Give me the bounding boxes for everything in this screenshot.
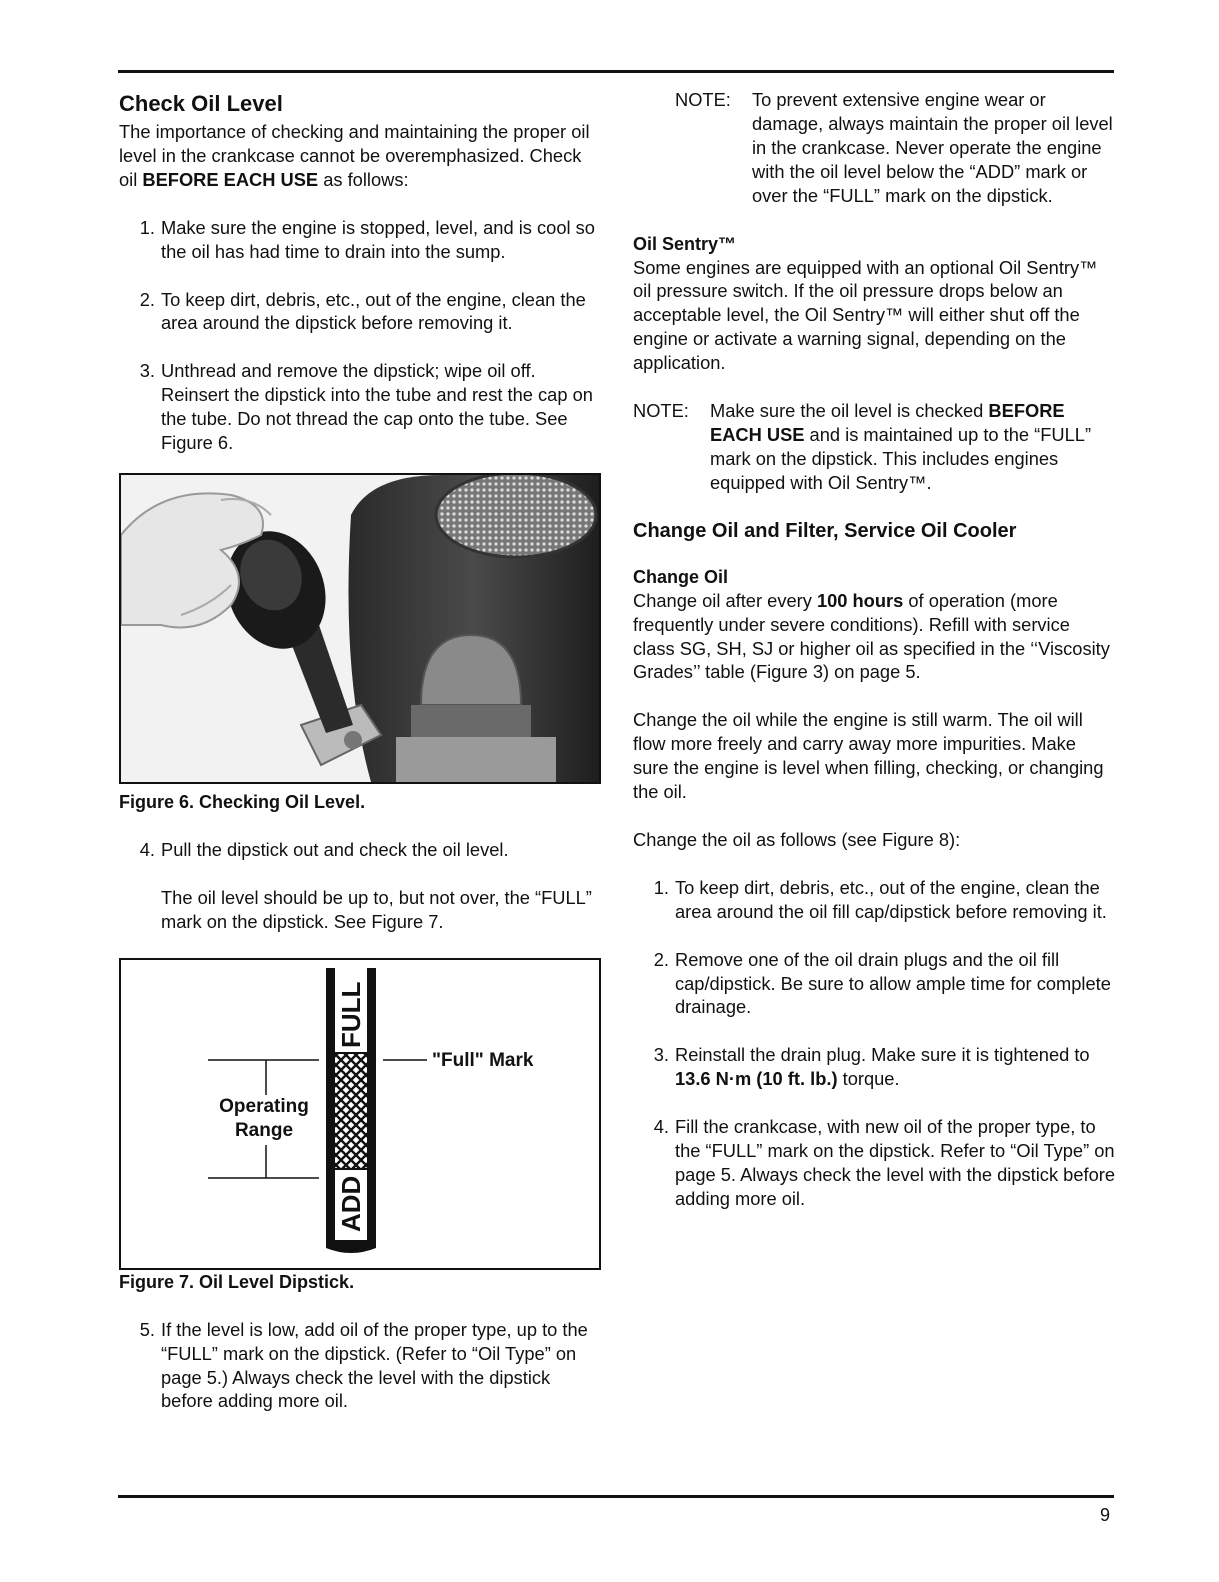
left-column [119,88,601,1413]
list-item: 2. Remove one of the oil drain plugs and the oil fill cap/dipstick. Be sure to allow ample time for complete drainage. [653,948,1111,1018]
top-rule [118,70,1114,73]
figure-6-photo [119,473,601,784]
change-follows-paragraph: Change the oil as follows (see Figure 8): [633,828,961,850]
intro-paragraph: The importance of checking and maintaining the proper oil level in the crankcase cannot be overemphasized. Check oil BEFORE EACH USE as follows: [119,121,590,190]
warm-oil-paragraph: Change the oil while the engine is still warm. The oil will flow more freely and carry away more impurities. Make sure the engine is level when filling, checking, or changing the oil. [633,709,1104,803]
full-mark-label: "Full" Mark [432,1049,534,1071]
figure-7-dipstick-diagram [119,958,601,1270]
dipstick-diagram [121,960,599,1268]
oil-sentry-paragraph: Some engines are equipped with an optional Oil Sentry™ oil pressure switch. If the oil pressure drops below an acceptable level, the Oil Sentry™ will either shut off the engine or activate a warning signal, depending on the application. [633,256,1098,374]
oil-sentry-heading: Oil Sentry™ [633,233,737,254]
bottom-rule [118,1495,1114,1498]
operating-range-label-line2: Range [234,1119,294,1141]
list-item: 1. Make sure the engine is stopped, level, and is cool so the oil has had time to drain into the sump. [139,216,595,262]
list-item: 4. Fill the crankcase, with new oil of the proper type, to the “FULL” mark on the dipstick. Refer to “Oil Type” on page 5. Always check the level with the dipstick before adding more oil. [653,1116,1116,1209]
list-item-subtext: The oil level should be up to, but not over, the “FULL” mark on the dipstick. See Figure 7. [161,886,592,932]
figure-7-caption: Figure 7. Oil Level Dipstick. [119,1271,355,1292]
page-number: 9 [1100,1505,1111,1525]
figure-6-caption: Figure 6. Checking Oil Level. [119,791,366,812]
change-oil-paragraph: Change oil after every 100 hours of operation (more frequently under severe conditions). Refill with service class SG, SH, SJ or higher oil as specified in the ‘‘Viscosity Grades’’ table (Figure 3) on page 5. [633,589,1110,683]
list-item: 1. To keep dirt, debris, etc., out of the engine, clean the area around the oil fill cap/dipstick before removing it. [653,876,1107,922]
right-column [633,88,1115,1211]
list-item: 2. To keep dirt, debris, etc., out of the engine, clean the area around the dipstick before removing it. [139,288,586,334]
note-engine-wear: NOTE: To prevent extensive engine wear or damage, always maintain the proper oil level in the crankcase. Never operate the engine with the oil level below the “ADD” mark or over the “FULL” mark on the dipstick. [675,89,1113,206]
list-item: 3. Reinstall the drain plug. Make sure it is tightened to 13.6 N·m (10 ft. lb.) torque. [653,1044,1090,1090]
list-item: 5. If the level is low, add oil of the proper type, up to the “FULL” mark on the dipstick. (Refer to “Oil Type” on page 5.) Always check the level with the dipstick before adding more oil. [139,1318,588,1412]
list-item: 3. Unthread and remove the dipstick; wipe oil off. Reinsert the dipstick into the tube and rest the cap on the tube. Do not thread the cap onto the tube. See Figure 6. [139,360,593,454]
checking-oil-photo-illustration [121,475,599,782]
check-oil-level-heading: Check Oil Level [119,91,283,116]
list-item: 4. Pull the dipstick out and check the oil level. [139,838,509,860]
operating-range-label-line1: Operating [219,1095,309,1117]
change-oil-filter-heading: Change Oil and Filter, Service Oil Cooler [633,519,1017,542]
dipstick-full-label: FULL [336,981,366,1048]
dipstick-add-label: ADD [336,1175,366,1232]
change-oil-heading: Change Oil [633,566,729,587]
note-before-each-use: NOTE: Make sure the oil level is checked BEFORE EACH USE and is maintained up to the “FULL” mark on the dipstick. This includes engines equipped with Oil Sentry™. [633,400,1092,493]
